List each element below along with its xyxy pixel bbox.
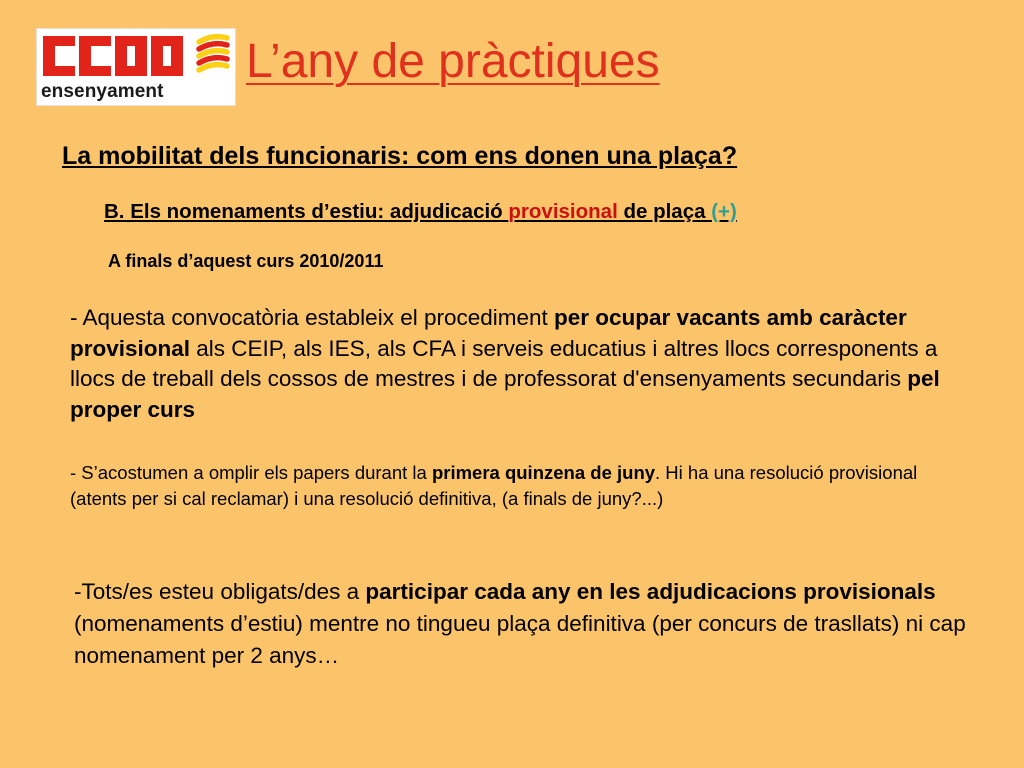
date-line: A finals d’aquest curs 2010/2011 — [108, 251, 384, 271]
ccoo-ensenyament-logo — [36, 28, 236, 106]
p2-text-1: - S’acostumen a omplir els papers durant la — [70, 462, 432, 483]
logo-subtext: ensenyament — [41, 81, 164, 102]
p1-bold-2: pel proper curs — [70, 366, 940, 422]
p3-bold-1: participar cada any en les adjudicacions provisionals — [365, 579, 936, 604]
p2-text-2: . Hi ha una resolució provisional (atents per si cal reclamar) i una resolució definitiva, (a finals de juny?...) — [70, 462, 918, 509]
section-subtitle: La mobilitat dels funcionaris: com ens donen una plaça? — [62, 142, 738, 170]
section-b-text-1: B. Els nomenaments d’estiu: adjudicació — [104, 200, 509, 223]
p1-text-2: als CEIP, als IES, als CFA i serveis educatius i altres llocs corresponents a llocs de treball dels cossos de mestres i de professorat d'ensenyaments secundaris — [70, 335, 938, 391]
p1-bold-1: per ocupar vacants amb caràcter provisional — [70, 305, 907, 361]
paragraph-obligation — [74, 576, 1004, 672]
section-b-text-2: de plaça — [617, 200, 712, 223]
page-title: L’any de pràctiques — [246, 35, 660, 88]
section-b-heading — [104, 200, 737, 224]
ccoo-letters-logo — [41, 32, 189, 80]
p1-text-1: - Aquesta convocatòria estableix el procediment — [70, 305, 555, 330]
paragraph-dates — [70, 460, 970, 512]
p3-text-2: (nomenaments d’estiu) mentre no tingueu plaça definitiva (per concurs de trasllats) ni cap nomenament per 2 anys… — [74, 611, 966, 668]
more-info-link[interactable]: (+) — [711, 200, 737, 223]
senyera-stripes-icon — [195, 32, 231, 76]
p2-bold-1: primera quinzena de juny — [431, 462, 656, 483]
section-b-highlight: provisional — [508, 200, 618, 223]
p3-text-1: -Tots/es esteu obligats/des a — [74, 579, 366, 604]
paragraph-convocatoria — [70, 303, 970, 425]
